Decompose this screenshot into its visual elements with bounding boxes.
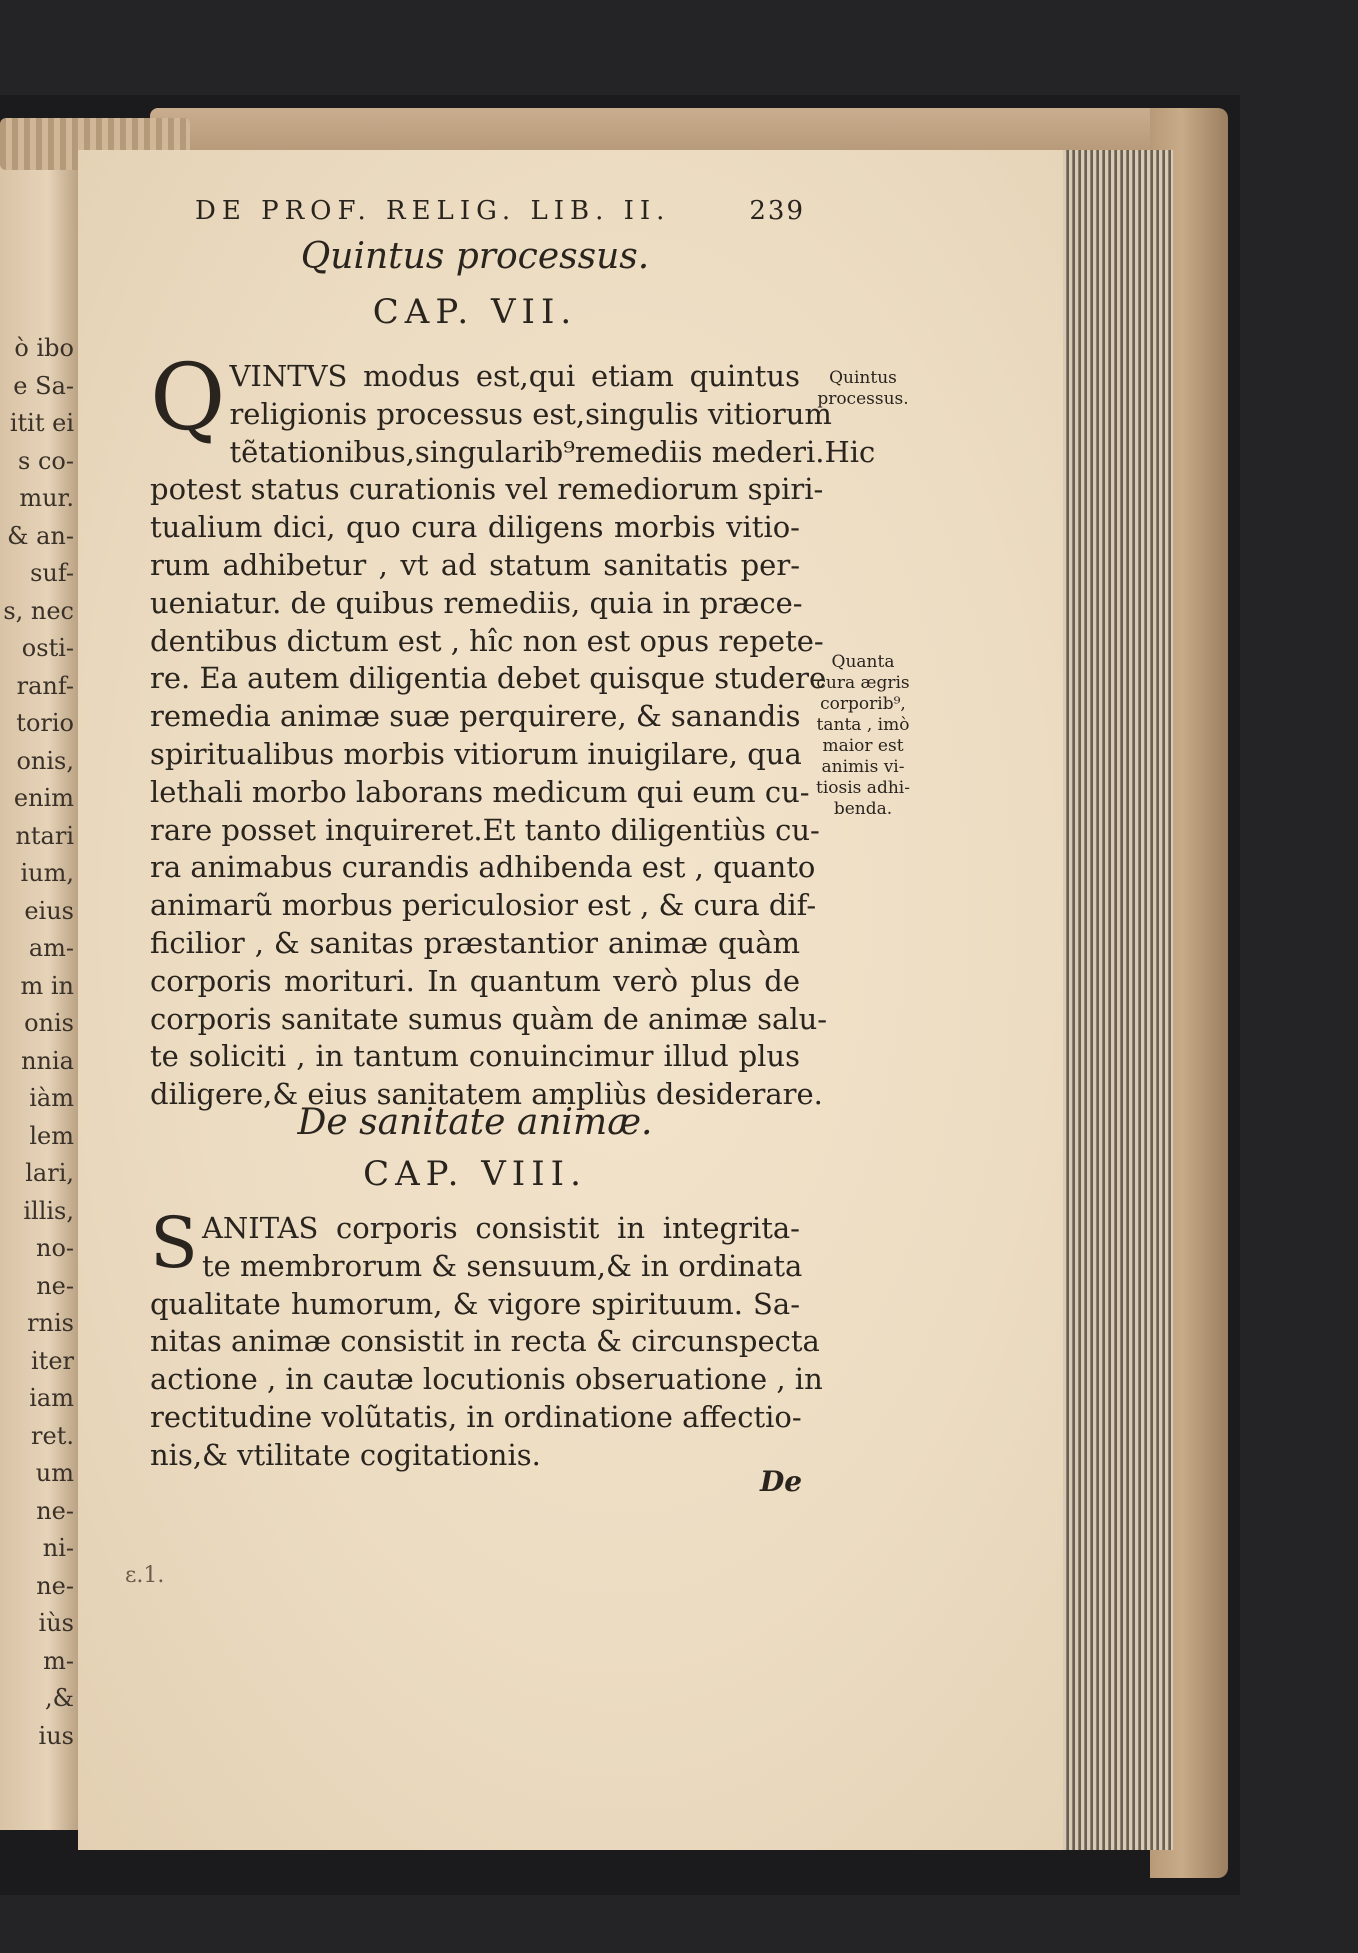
chapter-8-body	[150, 1202, 823, 1475]
text-line: corporis morituri. In quantum verò plus de	[150, 963, 800, 998]
left-page-line: no-	[35, 1234, 74, 1262]
left-page-fragment	[0, 150, 80, 1830]
running-head	[195, 196, 805, 226]
left-page-line: ret.	[31, 1421, 74, 1450]
text-line: animarũ morbus periculosior est , & cura dif-	[150, 888, 817, 923]
left-page-line: illis,	[23, 1196, 74, 1225]
left-page-line: lari,	[25, 1159, 74, 1187]
left-page-line: ius	[38, 1721, 74, 1750]
dropcap-s: S	[150, 1202, 198, 1284]
running-head-text: DE PROF. RELIG. LIB. II.	[195, 196, 671, 226]
text-line: te membrorum & sensuum,& in ordinata	[201, 1248, 803, 1283]
marginal-line: cura ægris	[816, 673, 910, 693]
left-page-line: nnia	[21, 1046, 74, 1075]
chapter-8-subtitle: De sanitate animæ.	[297, 1102, 653, 1143]
text-line: te soliciti , in tantum conuincimur illud plus	[150, 1039, 800, 1074]
left-page-line: ,&	[45, 1684, 74, 1712]
left-page-line: onis	[24, 1009, 74, 1037]
left-page-line: iter	[31, 1346, 74, 1375]
catchword: De	[760, 1465, 803, 1498]
left-page-line: rnis	[27, 1309, 74, 1337]
page-number: 239	[749, 196, 805, 226]
left-page-line: m-	[43, 1646, 74, 1675]
page-stack-edge	[1055, 150, 1173, 1850]
text-line: nis,& vtilitate cogitationis.	[150, 1437, 541, 1472]
left-page-line: onis,	[16, 746, 74, 775]
left-page-line: ium,	[20, 859, 74, 887]
marginal-line: processus.	[817, 389, 909, 409]
left-page-line: ò ibo	[14, 334, 74, 362]
book-top-edge	[150, 108, 1180, 156]
left-page-line: ntari	[15, 821, 74, 850]
marginal-line: tanta , imò	[816, 715, 910, 735]
text-line: rectitudine volũtatis, in ordinatione affectio-	[150, 1399, 802, 1434]
marginal-line: Quintus	[829, 368, 897, 388]
left-page-line: s, nec	[3, 596, 74, 625]
chapter-8-heading: CAP. VIII.	[363, 1154, 587, 1194]
text-line: spiritualibus morbis vitiorum inuigilare, qua	[150, 736, 802, 771]
text-line: re. Ea autem diligentia debet quisque studere	[150, 661, 827, 696]
text-line: tualium dici, quo cura diligens morbis vitio-	[150, 510, 800, 545]
left-page-line: e Sa-	[13, 371, 74, 400]
left-page-line: um	[35, 1459, 74, 1487]
left-page-line: ne-	[36, 1271, 74, 1300]
text-line: ra animabus curandis adhibenda est , quanto	[150, 850, 816, 885]
marginal-line: benda.	[833, 799, 893, 819]
left-page-line: ne-	[36, 1496, 74, 1525]
text-line: religionis processus est,singulis vitiorum	[229, 396, 832, 431]
marginal-note-quintus	[808, 368, 918, 410]
text-line: ueniatur. de quibus remediis, quia in præce-	[150, 585, 803, 620]
text-line: corporis sanitate sumus quàm de animæ salu-	[150, 1001, 828, 1036]
left-page-line: s co-	[18, 446, 74, 475]
chapter-7-subtitle: Quintus processus.	[300, 236, 650, 277]
text-line: nitas animæ consistit in recta & circunspecta	[150, 1324, 820, 1359]
left-page-text	[0, 330, 78, 1755]
text-line: actione , in cautæ locutionis obseruatione , in	[150, 1362, 823, 1397]
text-line: potest status curationis vel remediorum spiri-	[150, 472, 824, 507]
text-line: tẽtationibus,singularib⁹remediis mederi.Hic	[229, 434, 876, 469]
left-page-line: & an-	[7, 521, 74, 550]
left-page-line: iàm	[29, 1084, 74, 1112]
left-page-line: suf-	[30, 559, 74, 587]
left-page-line: iam	[29, 1384, 74, 1412]
text-line: diligere,& eius sanitatem ampliùs desiderare.	[150, 1077, 823, 1112]
marginal-line: maior est	[822, 736, 904, 756]
left-page-line: ne-	[36, 1571, 74, 1600]
left-page-line: m in	[20, 971, 74, 1000]
left-page-line: lem	[29, 1121, 74, 1150]
text-line: dentibus dictum est , hîc non est opus repete-	[150, 623, 824, 658]
left-page-line: itit ei	[9, 409, 74, 437]
text-line: ficilior , & sanitas præstantior animæ quàm	[150, 925, 800, 960]
right-page	[78, 150, 1063, 1850]
marginal-note-quanta-cura	[808, 652, 918, 820]
left-page-line: ranf-	[16, 671, 74, 700]
text-line: VINTVS modus est,qui etiam quintus	[229, 359, 800, 393]
left-page-line: am-	[28, 934, 74, 962]
text-line: qualitate humorum, & vigore spirituum. Sa-	[150, 1286, 800, 1321]
marginal-line: animis vi-	[821, 757, 905, 777]
left-page-line: ni-	[42, 1534, 74, 1562]
left-page-line: eius	[24, 896, 74, 925]
text-line: lethali morbo laborans medicum qui eum cu-	[150, 774, 810, 809]
left-page-line: mur.	[19, 484, 74, 512]
marginal-line: corporib⁹,	[820, 694, 906, 714]
marginal-line: Quanta	[831, 652, 895, 672]
text-line: rum adhibetur , vt ad statum sanitatis per-	[150, 547, 800, 582]
signature-mark: ɛ.1.	[125, 1563, 165, 1588]
left-page-line: enim	[13, 784, 74, 812]
chapter-7-heading: CAP. VII.	[372, 292, 578, 332]
text-line: rare posset inquireret.Et tanto diligentiùs cu-	[150, 812, 820, 847]
text-line: ANITAS corporis consistit in integrita-	[201, 1211, 800, 1245]
dropcap-q: Q	[150, 344, 226, 451]
text-line: remedia animæ suæ perquirere, & sanandis	[150, 699, 801, 734]
left-page-line: torio	[16, 709, 74, 737]
left-page-line: iùs	[38, 1609, 74, 1637]
left-page-line: osti-	[21, 634, 74, 662]
marginal-line: tiosis adhi-	[816, 778, 910, 798]
